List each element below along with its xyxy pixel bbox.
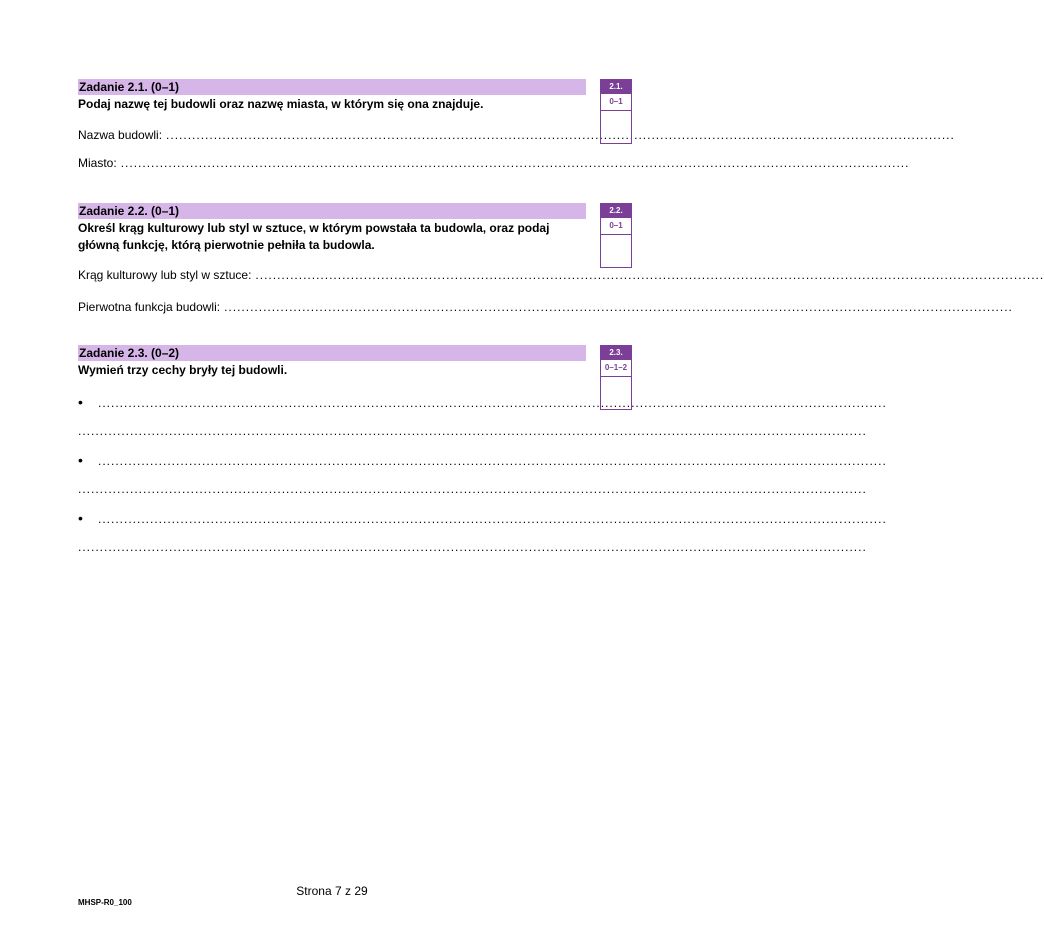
task-2-3-header: Zadanie 2.3. (0–2)	[78, 345, 586, 361]
feature-3-answer-line[interactable]	[78, 510, 887, 526]
city-label: Miasto:	[78, 156, 117, 170]
answer-dots: ......................................................................................................................................................................................	[98, 454, 887, 468]
answer-dots: ......................................................................................................................................................................................	[166, 128, 955, 142]
score-box-2-2	[600, 203, 632, 268]
feature-3-continuation-line[interactable]	[78, 540, 867, 554]
score-points: 0–1	[601, 218, 631, 235]
page-number: Strona 7 z 29	[296, 884, 368, 898]
task-2-1	[78, 79, 955, 170]
score-points: 0–1	[601, 94, 631, 111]
original-function-label: Pierwotna funkcja budowli:	[78, 300, 221, 314]
score-number: 2.3.	[601, 346, 631, 360]
score-number: 2.2.	[601, 204, 631, 218]
building-name-label: Nazwa budowli:	[78, 128, 163, 142]
bullet-icon: •	[78, 452, 83, 468]
score-box-2-1	[600, 79, 632, 144]
score-number: 2.1.	[601, 80, 631, 94]
cultural-style-label: Krąg kulturowy lub styl w sztuce:	[78, 268, 252, 282]
task-2-3-question: Wymień trzy cechy bryły tej budowli.	[78, 363, 288, 377]
city-answer-line[interactable]	[78, 156, 910, 170]
score-entry-field[interactable]	[601, 377, 631, 409]
score-entry-field[interactable]	[601, 235, 631, 267]
score-entry-field[interactable]	[601, 111, 631, 143]
feature-1-continuation-line[interactable]	[78, 424, 867, 438]
answer-dots: ......................................................................................................................................................................................	[98, 512, 887, 526]
answer-dots: ......................................................................................................................................................................................	[120, 156, 910, 170]
answer-dots: ......................................................................................................................................................................................	[78, 424, 867, 438]
answer-dots: ......................................................................................................................................................................................	[78, 482, 867, 496]
exam-code: MHSP-R0_100	[78, 898, 132, 907]
score-points: 0–1–2	[601, 360, 631, 377]
cultural-style-answer-line[interactable]	[78, 268, 1044, 282]
task-2-1-header: Zadanie 2.1. (0–1)	[78, 79, 586, 95]
score-box-2-3	[600, 345, 632, 410]
task-2-2-question-line-1: Określ krąg kulturowy lub styl w sztuce, w którym powstała ta budowla, oraz podaj	[78, 221, 550, 235]
original-function-answer-line[interactable]	[78, 300, 1013, 314]
task-2-2-question-line-2: główną funkcję, którą pierwotnie pełniła ta budowla.	[78, 238, 375, 252]
feature-2-answer-line[interactable]	[78, 452, 887, 468]
feature-1-answer-line[interactable]	[78, 394, 887, 410]
task-2-2	[78, 203, 1044, 314]
answer-dots: ......................................................................................................................................................................................	[78, 540, 867, 554]
answer-dots: ......................................................................................................................................................................................	[224, 300, 1013, 314]
bullet-icon: •	[78, 510, 83, 526]
answer-dots: ......................................................................................................................................................................................	[255, 268, 1044, 282]
task-2-1-question: Podaj nazwę tej budowli oraz nazwę miasta, w którym się ona znajduje.	[78, 97, 484, 111]
bullet-icon: •	[78, 394, 83, 410]
answer-dots: ......................................................................................................................................................................................	[98, 396, 887, 410]
building-name-answer-line[interactable]	[78, 128, 955, 142]
task-2-2-header: Zadanie 2.2. (0–1)	[78, 203, 586, 219]
feature-2-continuation-line[interactable]	[78, 482, 867, 496]
